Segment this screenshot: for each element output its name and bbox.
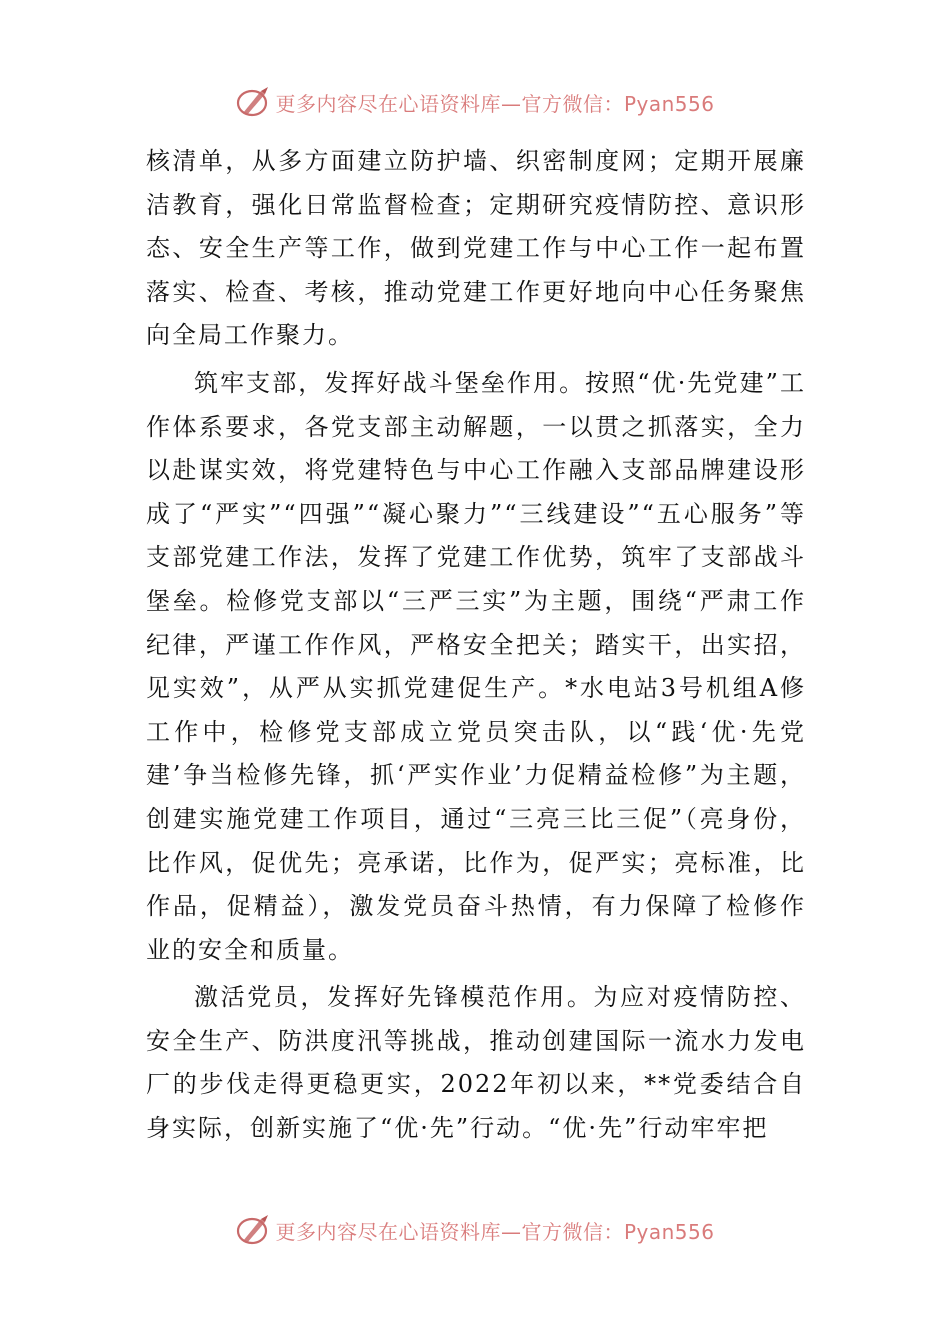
quill-logo-icon [235, 85, 271, 119]
quill-logo-icon [235, 1213, 271, 1247]
paragraph-2: 筑牢支部，发挥好战斗堡垒作用。按照“优·先党建”工作体系要求，各党支部主动解题，一以贯之抓落实，全力以赴谋实效，将党建特色与中心工作融入支部品牌建设形成了“严实”“四强”“凝心聚力”“三线建设”“五心服务”等支部党建工作法，发挥了党建工作优势，筑牢了支部战斗堡垒。检修党支部以“三严三实”为主题，围绕“严肃工作纪律，严谨工作作风，严格安全把关；踏实干，出实招，见实效”，从严从实抓党建促生产。*水电站3号机组A修工作中，检修党支部成立党员突击队，以“践‘优·先党建’争当检修先锋，抓‘严实作业’力促精益检修”为主题，创建实施党建工作项目，通过“三亮三比三促”（亮身份，比作风，促优先；亮承诺，比作为，促严实；亮标准，比作品，促精益），激发党员奋斗热情，有力保障了检修作业的安全和质量。 [146, 368, 806, 964]
paragraph-1: 核清单，从多方面建立防护墙、织密制度网；定期开展廉洁教育，强化日常监督检查；定期研究疫情防控、意识形态、安全生产等工作，做到党建工作与中心工作一起布置落实、检查、考核，推动党建工作更好地向中心任务聚焦向全局工作聚力。 [146, 147, 806, 350]
paragraph-3: 激活党员，发挥好先锋模范作用。为应对疫情防控、安全生产、防洪度汛等挑战，推动创建国际一流水力发电厂的步伐走得更稳更实，2022年初以来，**党委结合自身实际，创新实施了“优·先”行动。“优·先”行动牢牢把 [146, 983, 806, 1143]
footer-watermark [0, 1210, 950, 1250]
document-body [146, 140, 806, 1151]
watermark-text: 更多内容尽在心语资料库—官方微信：Pyan556 [275, 91, 715, 116]
watermark-text: 更多内容尽在心语资料库—官方微信：Pyan556 [275, 1219, 715, 1244]
header-watermark [0, 82, 950, 122]
